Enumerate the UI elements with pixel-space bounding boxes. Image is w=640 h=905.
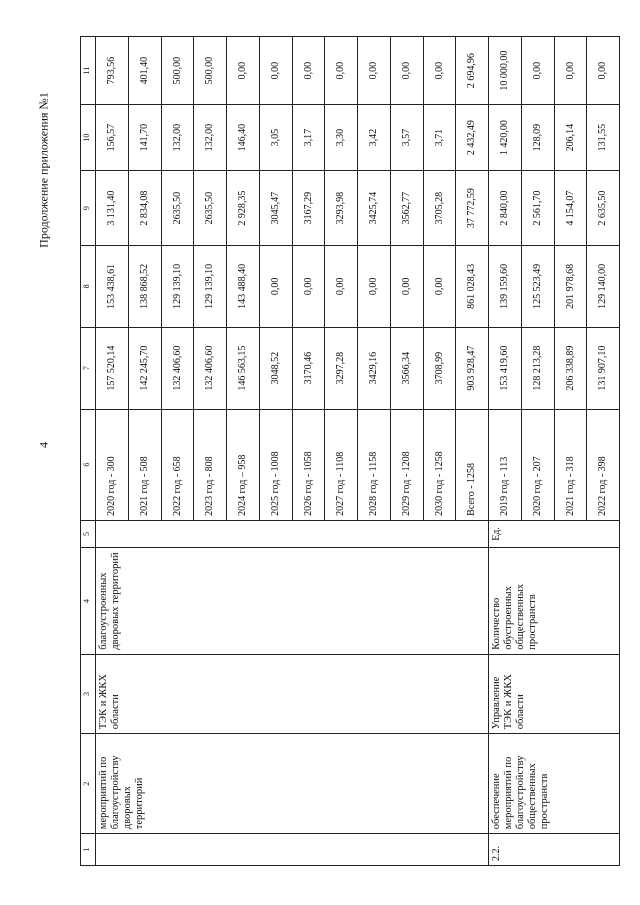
value-cell: 4 154,07 <box>554 171 587 246</box>
value-cell: 129 139,10 <box>194 246 227 328</box>
value-cell: 3562,77 <box>390 171 423 246</box>
value-cell: 131,55 <box>587 105 620 171</box>
unit-cell: Ед. <box>489 520 620 547</box>
value-cell: 201 978,68 <box>554 246 587 328</box>
value-cell: 131 907,10 <box>587 327 620 409</box>
header-cell: 3 <box>81 654 96 733</box>
year-cell: 2019 год - 113 <box>489 409 522 520</box>
value-cell: 3705,28 <box>423 171 456 246</box>
indicator-cell: благоустроенных дворовых территорий <box>96 548 489 655</box>
value-cell: 0,00 <box>325 37 358 105</box>
year-cell: 2020 год - 300 <box>96 409 129 520</box>
value-cell: 139 159,60 <box>489 246 522 328</box>
row-index-cell <box>96 834 489 866</box>
value-cell: 3429,16 <box>358 327 391 409</box>
value-cell: 793,56 <box>96 37 129 105</box>
year-cell: 2030 год - 1258 <box>423 409 456 520</box>
value-cell: 10 000,00 <box>489 37 522 105</box>
table-wrapper <box>80 36 620 866</box>
value-cell: 3293,98 <box>325 171 358 246</box>
header-cell: 5 <box>81 520 96 547</box>
table-row <box>489 37 522 866</box>
value-cell: 37 772,59 <box>456 171 489 246</box>
value-cell: 0,00 <box>358 37 391 105</box>
value-cell: 3566,34 <box>390 327 423 409</box>
year-cell: 2022 год - 658 <box>161 409 194 520</box>
value-cell: 2 840,00 <box>489 171 522 246</box>
value-cell: 206,14 <box>554 105 587 171</box>
value-cell: 0,00 <box>259 37 292 105</box>
value-cell: 146 563,15 <box>227 327 260 409</box>
value-cell: 132 406,60 <box>161 327 194 409</box>
value-cell: 861 028,43 <box>456 246 489 328</box>
header-cell: 6 <box>81 409 96 520</box>
value-cell: 129 139,10 <box>161 246 194 328</box>
value-cell: 2635,50 <box>194 171 227 246</box>
appendix-label: Продолжение приложения №1 <box>36 92 51 248</box>
value-cell: 142 245,70 <box>128 327 161 409</box>
indicator-cell: Количество обустроенных общественных пространств <box>489 548 620 655</box>
value-cell: 2635,50 <box>161 171 194 246</box>
value-cell: 128,09 <box>521 105 554 171</box>
value-cell: 3 131,40 <box>96 171 129 246</box>
value-cell: 3,17 <box>292 105 325 171</box>
value-cell: 2 561,70 <box>521 171 554 246</box>
year-cell: 2022 год - 398 <box>587 409 620 520</box>
value-cell: 1 420,00 <box>489 105 522 171</box>
year-cell: 2021 год - 508 <box>128 409 161 520</box>
value-cell: 500,00 <box>161 37 194 105</box>
value-cell: 143 488,40 <box>227 246 260 328</box>
value-cell: 138 868,52 <box>128 246 161 328</box>
value-cell: 3297,28 <box>325 327 358 409</box>
value-cell: 903 928,47 <box>456 327 489 409</box>
year-cell: 2029 год - 1208 <box>390 409 423 520</box>
header-cell: 1 <box>81 834 96 866</box>
table-row <box>96 37 129 866</box>
header-cell: 2 <box>81 734 96 834</box>
value-cell: 0,00 <box>227 37 260 105</box>
value-cell: 3048,52 <box>259 327 292 409</box>
value-cell: 146,40 <box>227 105 260 171</box>
year-cell: 2020 год - 207 <box>521 409 554 520</box>
value-cell: 3167,29 <box>292 171 325 246</box>
value-cell: 3170,46 <box>292 327 325 409</box>
value-cell: 0,00 <box>292 37 325 105</box>
year-cell: Всего - 1258 <box>456 409 489 520</box>
value-cell: 0,00 <box>521 37 554 105</box>
value-cell: 157 520,14 <box>96 327 129 409</box>
value-cell: 0,00 <box>390 37 423 105</box>
value-cell: 3,05 <box>259 105 292 171</box>
year-cell: 2021 год - 318 <box>554 409 587 520</box>
value-cell: 132 406,60 <box>194 327 227 409</box>
value-cell: 153 438,61 <box>96 246 129 328</box>
value-cell: 2 834,08 <box>128 171 161 246</box>
value-cell: 156,57 <box>96 105 129 171</box>
year-cell: 2023 год - 808 <box>194 409 227 520</box>
value-cell: 3425,74 <box>358 171 391 246</box>
header-cell: 9 <box>81 171 96 246</box>
value-cell: 125 523,49 <box>521 246 554 328</box>
executor-cell: Управление ТЭК и ЖКХ области <box>489 654 620 733</box>
program-table <box>80 36 620 866</box>
row-index-cell: 2.2. <box>489 834 620 866</box>
value-cell: 0,00 <box>259 246 292 328</box>
value-cell: 128 213,28 <box>521 327 554 409</box>
value-cell: 0,00 <box>358 246 391 328</box>
header-cell: 10 <box>81 105 96 171</box>
value-cell: 2 635,50 <box>587 171 620 246</box>
value-cell: 0,00 <box>325 246 358 328</box>
value-cell: 500,00 <box>194 37 227 105</box>
value-cell: 3,57 <box>390 105 423 171</box>
rotated-table-area <box>80 36 620 866</box>
value-cell: 129 140,00 <box>587 246 620 328</box>
value-cell: 3,71 <box>423 105 456 171</box>
header-cell: 7 <box>81 327 96 409</box>
value-cell: 3,30 <box>325 105 358 171</box>
value-cell: 2 694,96 <box>456 37 489 105</box>
unit-cell <box>96 520 489 547</box>
header-row <box>81 37 96 866</box>
header-cell: 4 <box>81 548 96 655</box>
value-cell: 0,00 <box>423 37 456 105</box>
value-cell: 0,00 <box>423 246 456 328</box>
executor-cell: ТЭК и ЖКХ области <box>96 654 489 733</box>
value-cell: 0,00 <box>390 246 423 328</box>
header-cell: 11 <box>81 37 96 105</box>
value-cell: 401,40 <box>128 37 161 105</box>
value-cell: 153 419,60 <box>489 327 522 409</box>
value-cell: 206 338,89 <box>554 327 587 409</box>
value-cell: 141,70 <box>128 105 161 171</box>
value-cell: 3708,99 <box>423 327 456 409</box>
value-cell: 2 432,49 <box>456 105 489 171</box>
year-cell: 2027 год - 1108 <box>325 409 358 520</box>
value-cell: 0,00 <box>554 37 587 105</box>
header-cell: 8 <box>81 246 96 328</box>
year-cell: 2026 год - 1058 <box>292 409 325 520</box>
measure-name-cell: мероприятий по благоустройству дворовых территорий <box>96 734 489 834</box>
value-cell: 3,42 <box>358 105 391 171</box>
value-cell: 2 928,35 <box>227 171 260 246</box>
year-cell: 2025 год - 1008 <box>259 409 292 520</box>
year-cell: 2024 год – 958 <box>227 409 260 520</box>
value-cell: 132,00 <box>161 105 194 171</box>
value-cell: 3045,47 <box>259 171 292 246</box>
year-cell: 2028 год - 1158 <box>358 409 391 520</box>
value-cell: 0,00 <box>292 246 325 328</box>
page-number: 4 <box>36 442 51 448</box>
value-cell: 0,00 <box>587 37 620 105</box>
measure-name-cell: обеспечение мероприятий по благоустройству общественных пространств <box>489 734 620 834</box>
value-cell: 132,00 <box>194 105 227 171</box>
